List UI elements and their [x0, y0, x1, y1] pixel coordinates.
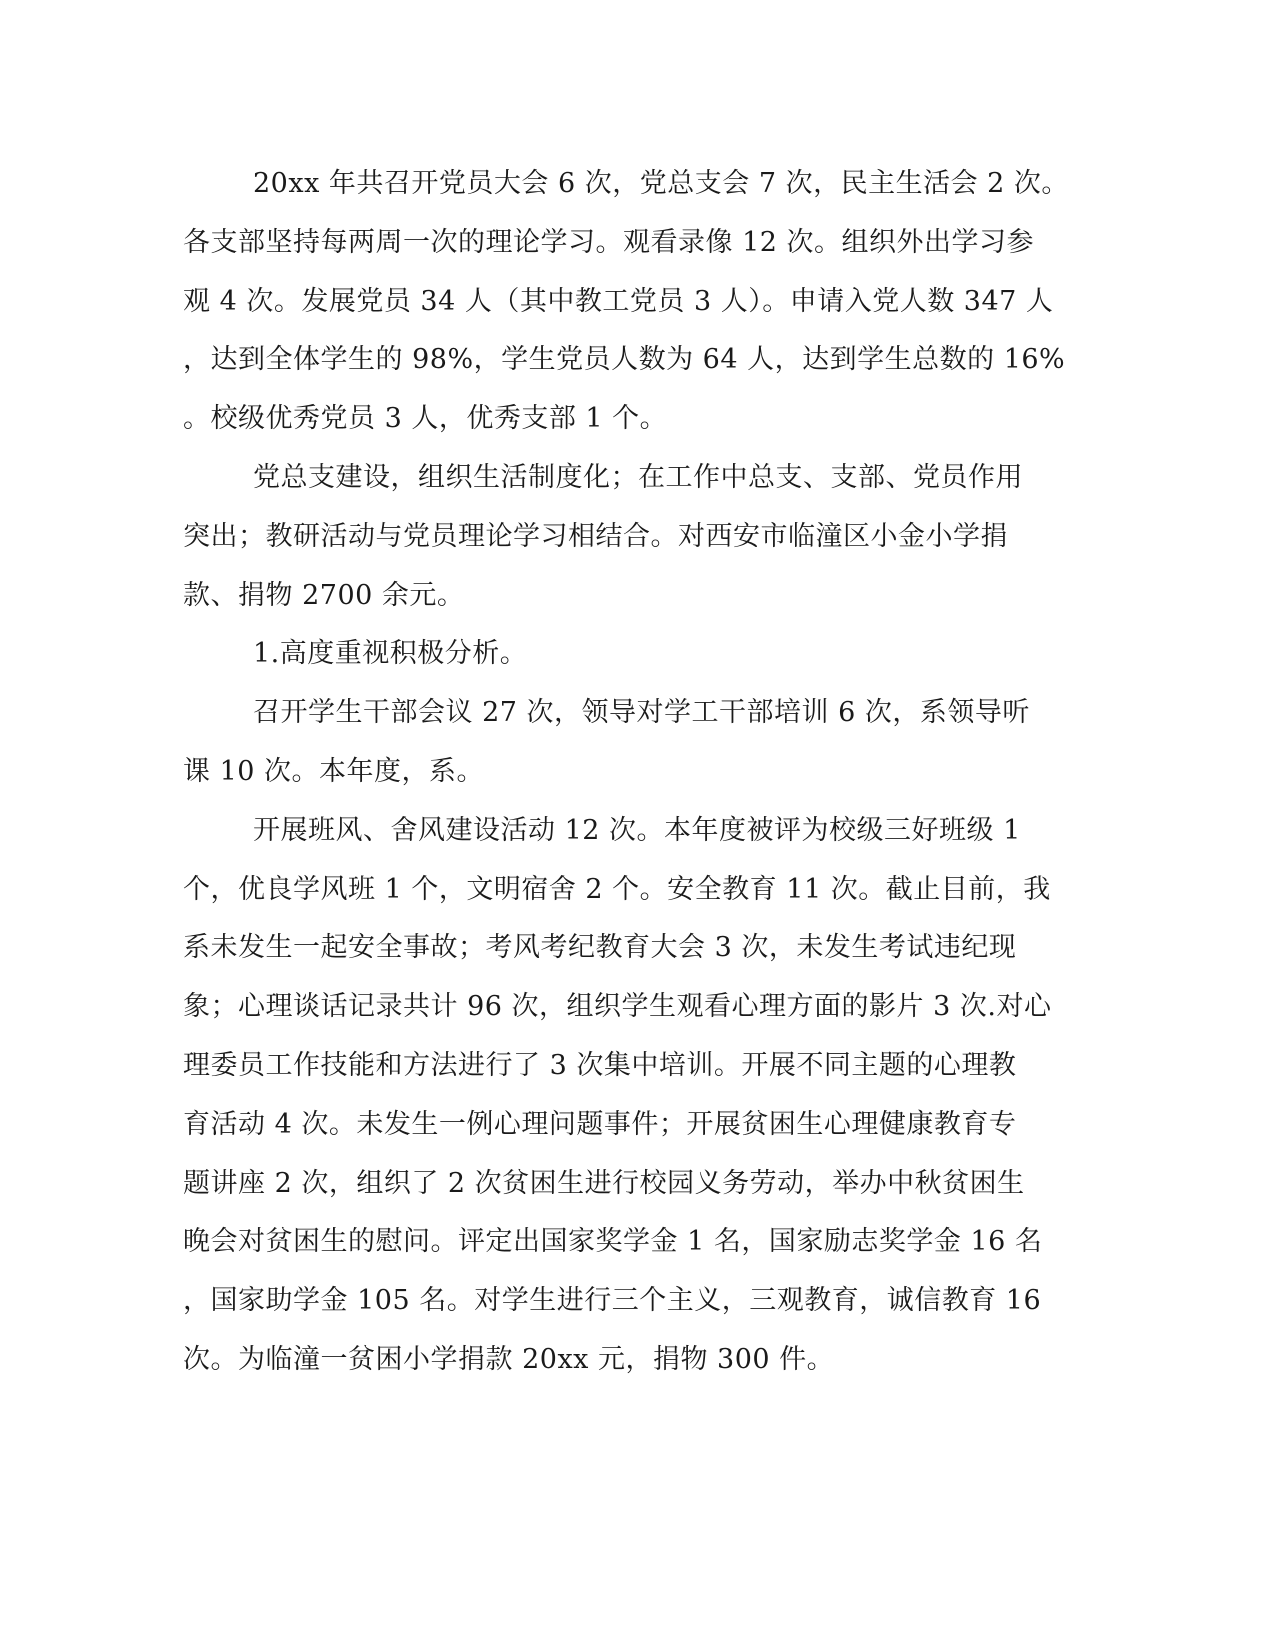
text-line: 。校级优秀党员 3 人，优秀支部 1 个。 [183, 403, 668, 435]
text-line: 理委员工作技能和方法进行了 3 次集中培训。开展不同主题的心理教 [183, 1049, 1017, 1081]
text-line: 象；心理谈话记录共计 96 次，组织学生观看心理方面的影片 3 次.对心 [183, 991, 1052, 1023]
text-line: 育活动 4 次。未发生一例心理问题事件；开展贫困生心理健康教育专 [183, 1108, 1017, 1140]
text-line: 开展班风、舍风建设活动 12 次。本年度被评为校级三好班级 1 [253, 814, 1021, 846]
text-line: 各支部坚持每两周一次的理论学习。观看录像 12 次。组织外出学习参 [183, 226, 1035, 258]
text-line: 次。为临潼一贫困小学捐款 20xx 元，捐物 300 件。 [183, 1343, 835, 1375]
text-line: 课 10 次。本年度，系。 [183, 755, 485, 787]
text-line: 20xx 年共召开党员大会 6 次，党总支会 7 次，民主生活会 2 次。 [253, 168, 1069, 199]
text-line: 突出；教研活动与党员理论学习相结合。对西安市临潼区小金小学捐 [183, 520, 1008, 552]
text-line: 个，优良学风班 1 个，文明宿舍 2 个。安全教育 11 次。截止目前，我 [183, 873, 1051, 905]
document-body [183, 155, 1069, 1390]
text-line: 召开学生干部会议 27 次，领导对学工干部培训 6 次，系领导听 [253, 697, 1030, 729]
text-line: 款、捐物 2700 余元。 [183, 579, 465, 611]
paragraph-branch-building [183, 449, 1033, 625]
paragraph-party-meetings [183, 155, 1069, 449]
text-line: 党总支建设，组织生活制度化；在工作中总支、支部、党员作用 [253, 461, 1023, 493]
paragraph-class-activities [183, 802, 1052, 1390]
text-line: ，国家助学金 105 名。对学生进行三个主义，三观教育，诚信教育 16 [183, 1285, 1042, 1317]
section-heading: 1.高度重视积极分析。 [253, 638, 528, 670]
paragraph-heading-1 [183, 625, 1033, 684]
paragraph-cadre-meetings [183, 684, 1033, 802]
text-line: 观 4 次。发展党员 34 人（其中教工党员 3 人）。申请入党人数 347 人 [183, 285, 1054, 317]
text-line: 题讲座 2 次，组织了 2 次贫困生进行校园义务劳动，举办中秋贫困生 [183, 1167, 1025, 1199]
text-line: ，达到全体学生的 98%，学生党员人数为 64 人，达到学生总数的 16% [183, 344, 1066, 376]
text-line: 系未发生一起安全事故；考风考纪教育大会 3 次，未发生考试违纪现 [183, 932, 1017, 964]
text-line: 晚会对贫困生的慰问。评定出国家奖学金 1 名，国家励志奖学金 16 名 [183, 1226, 1043, 1258]
